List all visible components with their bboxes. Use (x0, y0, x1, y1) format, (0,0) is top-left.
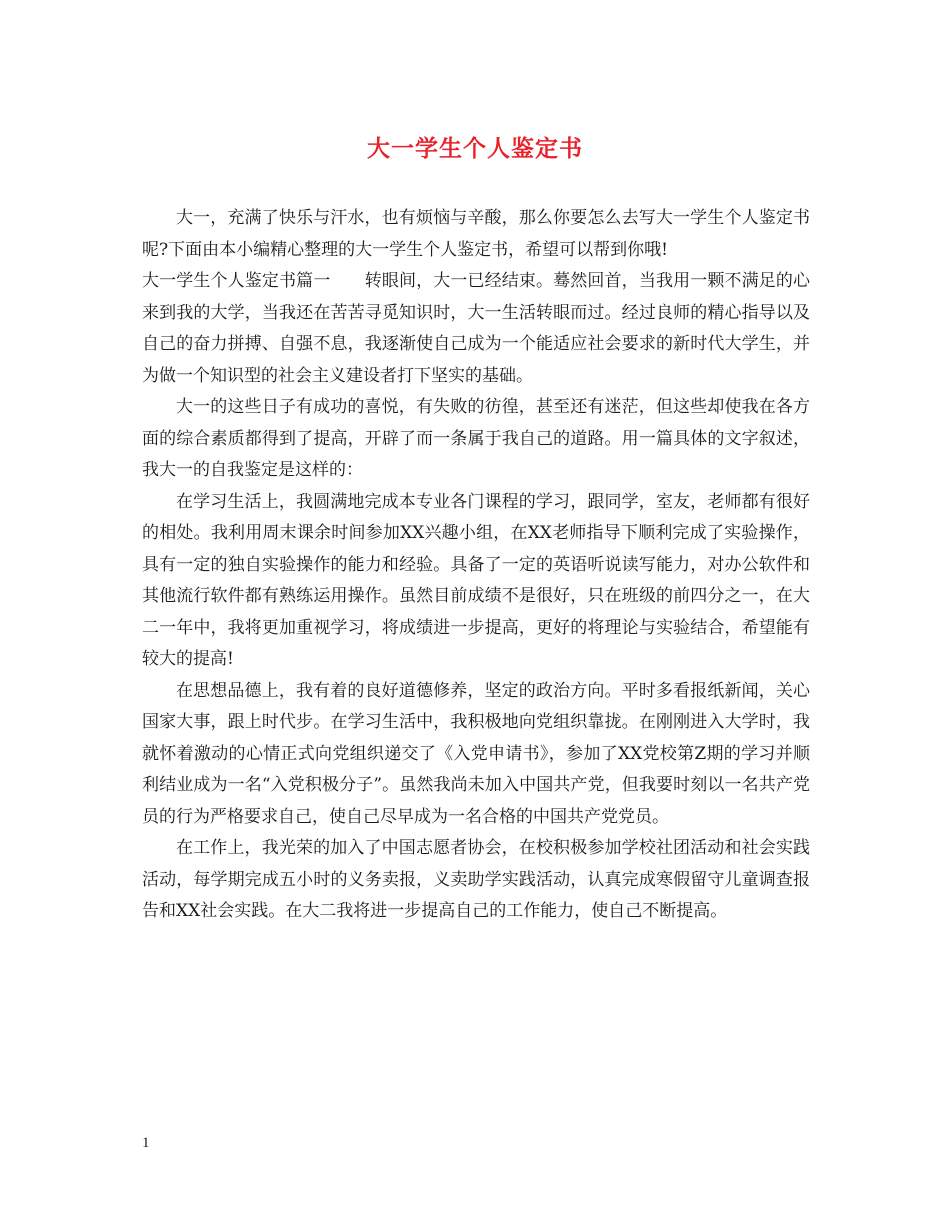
work-paragraph: 在工作上，我光荣的加入了中国志愿者协会，在校积极参加学校社团活动和社会实践活动，每学期完成五小时的义务卖报，义卖助学实践活动，认真完成寒假留守儿童调查报告和XX社会实践。在大二我将进一步提高自己的工作能力，使自己不断提高。 (142, 838, 810, 921)
section-one-paragraph: 大一学生个人鉴定书篇一 转眼间，大一已经结束。蓦然回首，当我用一颗不满足的心来到我的大学，当我还在苦苦寻觅知识时，大一生活转眼而过。经过良师的精心指导以及自己的奋力拼搏、自强不息，我逐渐使自己成为一个能适应社会要求的新时代大学生，并为做一个知识型的社会主义建设者打下坚实的基础。 (142, 271, 810, 386)
study-paragraph: 在学习生活上，我圆满地完成本专业各门课程的学习，跟同学，室友，老师都有很好的相处。我利用周末课余时间参加XX兴趣小组，在XX老师指导下顺利完成了实验操作，具有一定的独自实验操作的能力和经验。具备了一定的英语听说读写能力，对办公软件和其他流行软件都有熟练运用操作。虽然目前成绩不是很好，只在班级的前四分之一，在大二一年中，我将更加重视学习，将成绩进一步提高，更好的将理论与实验结合，希望能有较大的提高! (142, 491, 810, 669)
summary-paragraph: 大一的这些日子有成功的喜悦，有失败的彷徨，甚至还有迷茫，但这些却使我在各方面的综合素质都得到了提高，开辟了而一条属于我自己的道路。用一篇具体的文字叙述，我大一的自我鉴定是这样的： (142, 397, 810, 480)
intro-paragraph: 大一，充满了快乐与汗水，也有烦恼与辛酸，那么你要怎么去写大一学生个人鉴定书呢?下面由本小编精心整理的大一学生个人鉴定书，希望可以帮到你哦! (142, 208, 810, 260)
document-body (142, 203, 810, 928)
document-title: 大一学生个人鉴定书 (367, 135, 583, 162)
morality-paragraph: 在思想品德上，我有着的良好道德修养，坚定的政治方向。平时多看报纸新闻，关心国家大事，跟上时代步。在学习生活中，我积极地向党组织靠拢。在刚刚进入大学时，我就怀着激动的心情正式向党组织递交了《入党申请书》，参加了XX党校第Z期的学习并顺利结业成为一名“入党积极分子”。虽然我尚未加入中国共产党，但我要时刻以一名共产党员的行为严格要求自己，使自己尽早成为一名合格的中国共产党党员。 (142, 680, 810, 827)
page-number: 1 (142, 1135, 150, 1151)
